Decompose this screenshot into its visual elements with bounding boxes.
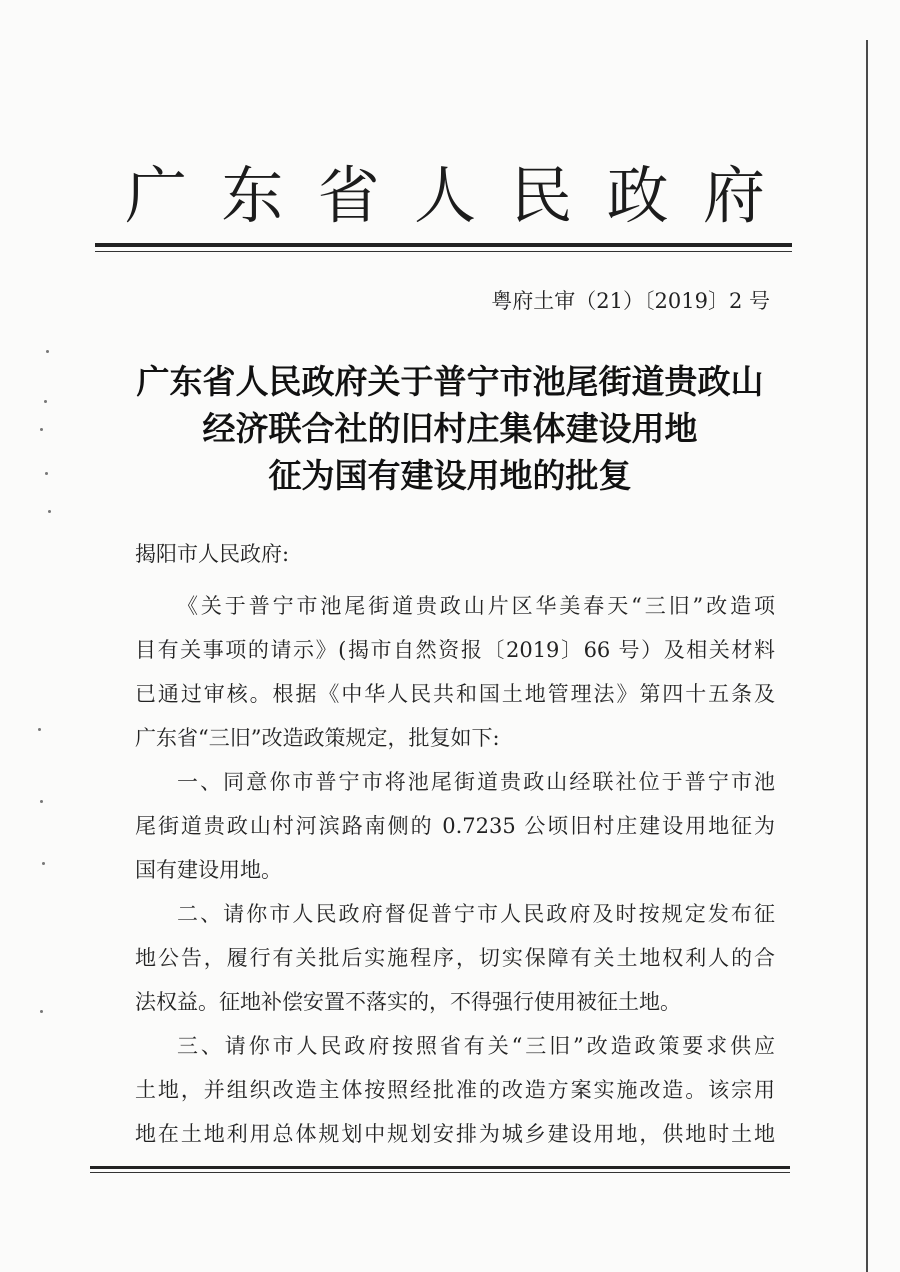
body-line: 三、请你市人民政府按照省有关“三旧”改造政策要求供应 [177,1034,775,1058]
paragraph-4 [135,1024,775,1156]
scan-speck [44,400,47,403]
body-line: 广东省“三旧”改造政策规定，批复如下: [135,726,500,750]
scan-speck [46,350,49,353]
title-line: 征为国有建设用地的批复 [268,456,632,495]
scan-speck [40,428,43,431]
body-line: 国有建设用地。 [135,858,282,882]
letterhead-rule [95,243,792,247]
body-line: 目有关事项的请示》(揭市自然资报〔2019〕66 号）及相关材料 [135,638,775,662]
document-number: 粤府土审（21）〔2019〕2 号 [491,289,770,313]
letterhead-rule-thin [95,251,792,252]
letterhead-char: 民 [510,158,573,232]
body-line: 地在土地利用总体规划中规划安排为城乡建设用地，供地时土地 [135,1122,775,1146]
paragraph-1 [135,584,775,760]
scan-speck [42,862,45,865]
letterhead-char: 广 [125,158,188,232]
footer-rule-thin [90,1172,790,1173]
page-edge-line [866,40,868,1272]
document-body [135,584,775,1156]
paragraph-3 [135,892,775,1024]
letterhead-char: 省 [317,158,380,232]
document-title [100,358,800,499]
paragraph-2 [135,760,775,892]
scan-speck [40,1010,43,1013]
body-line: 一、同意你市普宁市将池尾街道贵政山经联社位于普宁市池 [177,770,775,794]
title-line: 经济联合社的旧村庄集体建设用地 [202,409,698,448]
letterhead-char: 政 [606,158,669,232]
letterhead-char: 东 [221,158,284,232]
letterhead-char: 人 [413,158,476,232]
body-line: 《关于普宁市池尾街道贵政山片区华美春天“三旧”改造项 [177,594,775,618]
letterhead-char: 府 [702,158,765,232]
body-line: 尾街道贵政山村河滨路南侧的 0.7235 公顷旧村庄建设用地征为 [135,814,775,838]
letterhead-title [125,150,765,230]
body-line: 地公告，履行有关批后实施程序，切实保障有关土地权利人的合 [135,946,775,970]
scan-speck [38,728,41,731]
addressee: 揭阳市人民政府: [135,542,290,566]
footer-rule [90,1166,790,1169]
body-line: 二、请你市人民政府督促普宁市人民政府及时按规定发布征 [177,902,775,926]
body-line: 土地，并组织改造主体按照经批准的改造方案实施改造。该宗用 [135,1078,775,1102]
body-line: 法权益。征地补偿安置不落实的，不得强行使用被征土地。 [135,990,681,1014]
title-line: 广东省人民政府关于普宁市池尾街道贵政山 [136,362,764,401]
scan-speck [45,472,48,475]
scan-speck [40,800,43,803]
scan-speck [48,510,51,513]
body-line: 已通过审核。根据《中华人民共和国土地管理法》第四十五条及 [135,682,775,706]
